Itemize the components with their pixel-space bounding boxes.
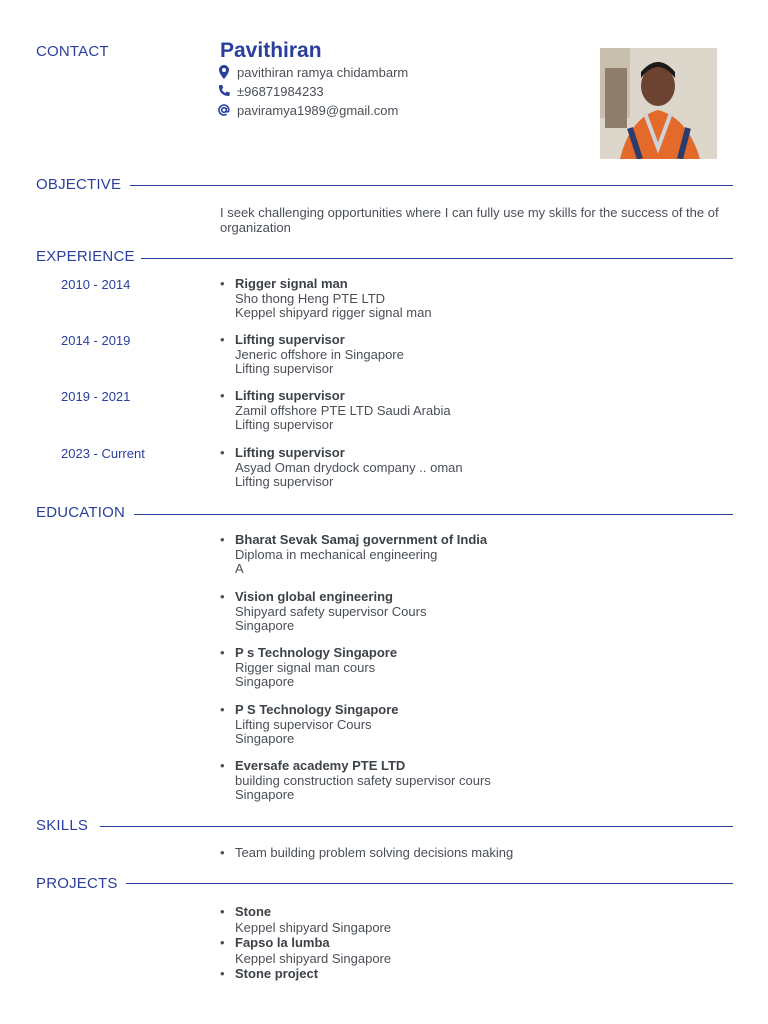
projects-divider [126,883,733,884]
skill-item: • Team building problem solving decisions making [220,845,514,860]
job-title: Lifting supervisor [235,445,345,460]
course-name: Shipyard safety supervisor Cours [235,603,427,619]
email-text: paviramya1989@gmail.com [237,102,399,118]
school-location: Singapore [235,674,295,689]
phone-text: ±96871984233 [237,83,324,99]
course-name: Rigger signal man cours [235,659,376,675]
experience-dates: 2023 - Current [61,446,145,461]
course-name: Lifting supervisor Cours [235,716,372,732]
project-item: • Stone Keppel shipyard Singapore [220,904,392,935]
school-name: Bharat Sevak Samaj government of India [235,532,488,547]
skill-text: Team building problem solving decisions making [235,845,514,860]
job-title: Lifting supervisor [235,388,345,403]
school-name: P s Technology Singapore [235,645,398,660]
job-description: Lifting supervisor [235,361,334,376]
company: Sho thong Heng PTE LTD [235,290,386,306]
experience-heading: EXPERIENCE [36,248,135,265]
company: Jeneric offshore in Singapore [235,346,404,362]
objective-heading: OBJECTIVE [36,176,122,193]
address-text: pavithiran ramya chidambarm [237,64,409,80]
objective-text: I seek challenging opportunities where I can fully use my skills for the success of the of organization [220,205,719,235]
school-name: P S Technology Singapore [235,702,399,717]
school-location: Singapore [235,618,295,633]
experience-dates: 2010 - 2014 [61,277,131,292]
experience-dates: 2019 - 2021 [61,389,131,404]
skills-heading: SKILLS [36,817,89,834]
objective-divider [130,185,733,186]
education-item: • Vision global engineering Shipyard safety supervisor Cours Singapore [220,589,427,633]
experience-dates: 2014 - 2019 [61,333,131,348]
course-name: Diploma in mechanical engineering [235,546,438,562]
project-name: Fapso la lumba [235,935,330,950]
project-name: Stone project [235,966,319,981]
email-line [216,102,398,118]
education-heading: EDUCATION [36,504,126,521]
company: Asyad Oman drydock company .. oman [235,459,463,475]
school-location: A [235,561,244,576]
school-name: Eversafe academy PTE LTD [235,758,406,773]
education-divider [134,514,733,515]
education-item: • Eversafe academy PTE LTD building construction safety supervisor cours Singapore [220,758,491,802]
project-detail: Keppel shipyard Singapore [235,950,392,966]
education-item: • Bharat Sevak Samaj government of India Diploma in mechanical engineering A [220,532,488,576]
job-title: Rigger signal man [235,276,348,291]
school-location: Singapore [235,787,295,802]
phone-line [216,83,324,99]
profile-photo [600,48,717,159]
experience-divider [141,258,733,259]
education-item: • P S Technology Singapore Lifting supervisor Cours Singapore [220,702,399,746]
project-detail: Keppel shipyard Singapore [235,919,392,935]
skills-divider [100,826,733,827]
candidate-name: Pavithiran [220,39,322,62]
school-location: Singapore [235,731,295,746]
location-pin-icon [216,64,232,80]
project-item: • Stone project [220,966,319,981]
address-line [216,64,408,80]
school-name: Vision global engineering [235,589,393,604]
job-description: Keppel shipyard rigger signal man [235,305,432,320]
education-item: • P s Technology Singapore Rigger signal man cours Singapore [220,645,398,689]
experience-item: • Lifting supervisor Jeneric offshore in Singapore Lifting supervisor [220,332,404,376]
job-title: Lifting supervisor [235,332,345,347]
experience-item: • Rigger signal man Sho thong Heng PTE LTD Keppel shipyard rigger signal man [220,276,432,320]
job-description: Lifting supervisor [235,417,334,432]
project-name: Stone [235,904,272,919]
company: Zamil offshore PTE LTD Saudi Arabia [235,402,451,418]
experience-item: • Lifting supervisor Zamil offshore PTE LTD Saudi Arabia Lifting supervisor [220,388,451,432]
project-item: • Fapso la lumba Keppel shipyard Singapore [220,935,392,966]
job-description: Lifting supervisor [235,474,334,489]
at-sign-icon [216,102,232,118]
projects-heading: PROJECTS [36,875,118,892]
contact-heading: CONTACT [36,43,109,60]
course-name: building construction safety supervisor cours [235,772,491,788]
phone-icon [216,83,232,99]
experience-item: • Lifting supervisor Asyad Oman drydock company .. oman Lifting supervisor [220,445,463,489]
